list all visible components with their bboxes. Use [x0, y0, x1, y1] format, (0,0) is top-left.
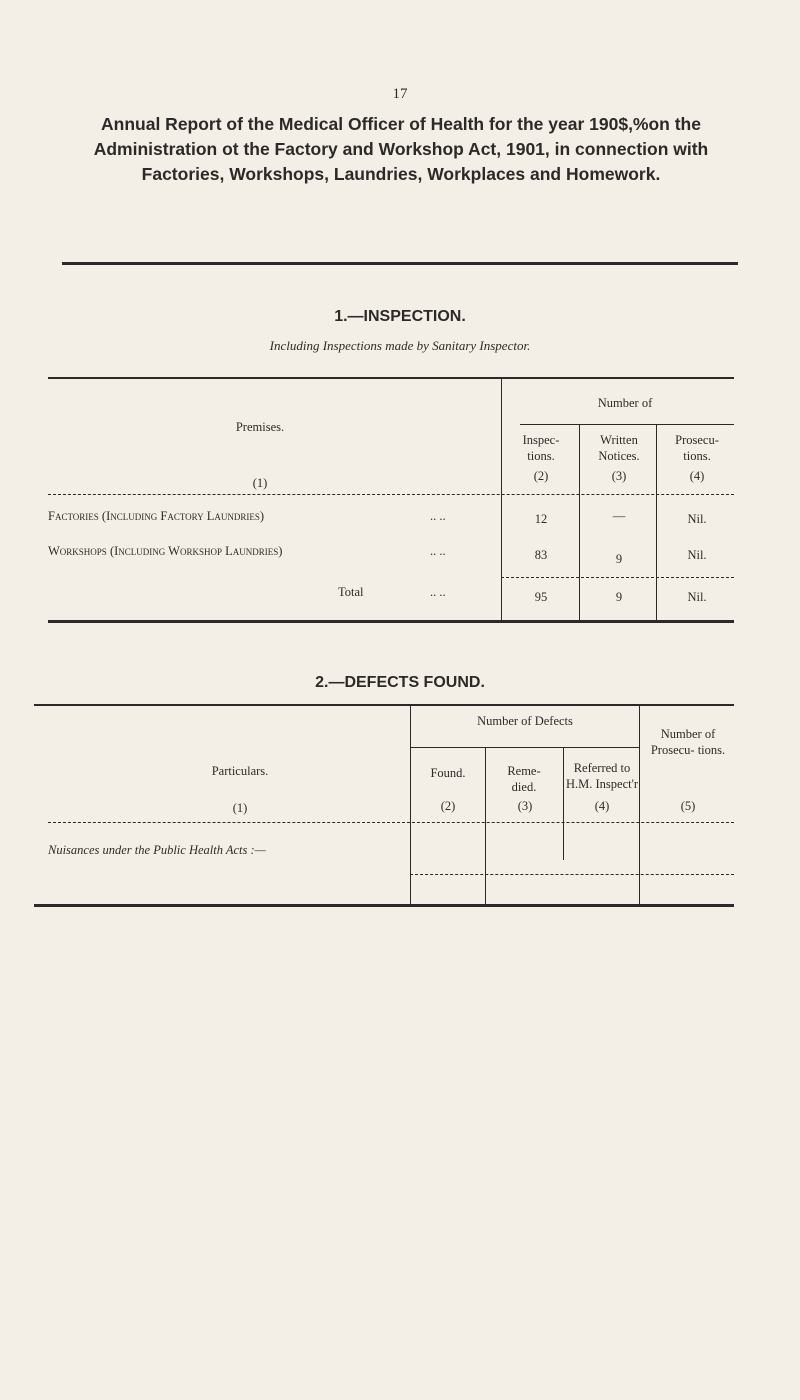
section-heading: Nuisances under the Public Health Acts :— — [48, 843, 266, 857]
group-header: Number of Defects — [477, 714, 573, 728]
group-rule — [520, 424, 734, 425]
inspection-heading: 1.—INSPECTION. — [334, 308, 466, 325]
header-rule — [48, 494, 734, 495]
cell: Nil. — [687, 512, 707, 526]
column-header-referred: Referred to H.M. Inspect'r — [565, 761, 639, 791]
cell: 12 — [534, 512, 548, 526]
row-label: Workshops (Including Workshop Laundries) — [48, 544, 283, 558]
leader-dots: .. .. — [430, 509, 446, 523]
column-number: (2) — [533, 469, 549, 483]
header-rule — [48, 822, 734, 823]
cell: 95 — [534, 590, 548, 604]
table-bottom-rule — [34, 904, 734, 907]
column-divider — [563, 748, 564, 860]
column-divider — [579, 425, 580, 622]
column-header-found: Found. — [430, 766, 466, 780]
total-rule — [501, 577, 734, 578]
table-top-rule — [34, 704, 734, 706]
inspection-subheading: Including Inspections made by Sanitary Inspector. — [269, 338, 531, 353]
column-header-prosecutions: Number of Prosecu- tions. — [650, 727, 726, 757]
group-header: Number of — [597, 396, 653, 410]
table-bottom-rule — [48, 620, 734, 623]
column-number: (3) — [517, 799, 533, 813]
leader-dots: .. .. — [430, 544, 446, 558]
column-header-remedied: Reme- died. — [507, 764, 541, 794]
column-number: (1) — [252, 476, 268, 490]
leader-dots: .. .. — [430, 585, 446, 599]
group-rule — [410, 747, 639, 748]
column-number: (3) — [611, 469, 627, 483]
defects-heading: 2.—DEFECTS FOUND. — [315, 674, 485, 691]
column-divider — [501, 379, 502, 622]
cell: Nil. — [687, 590, 707, 604]
total-rule — [410, 874, 734, 875]
cell: 9 — [615, 590, 623, 604]
cell: Nil. — [687, 548, 707, 562]
page-number: 17 — [392, 86, 408, 102]
column-header-premises: Premises. — [235, 420, 285, 434]
row-label: Factories (Including Factory Laundries) — [48, 509, 265, 523]
column-number: (4) — [594, 799, 610, 813]
total-label: Total — [338, 585, 364, 599]
column-header-particulars: Particulars. — [211, 764, 269, 778]
column-number: (2) — [440, 799, 456, 813]
column-divider — [656, 425, 657, 622]
cell: 83 — [534, 548, 548, 562]
table-top-rule — [48, 377, 734, 379]
column-header-notices: Written Notices. — [598, 433, 640, 463]
title-rule — [62, 262, 738, 265]
column-header-prosecutions: Prosecu- tions. — [675, 433, 719, 463]
column-number: (4) — [689, 469, 705, 483]
cell: 9 — [615, 552, 623, 566]
column-number: (5) — [680, 799, 696, 813]
report-title: Annual Report of the Medical Officer of Health for the year 190$,%on the Administration ot the Factory and Workshop Act, 1901, in connection with Factories, Workshops, Laundries, Workplaces and Homework. — [93, 114, 709, 184]
column-number: (1) — [232, 801, 248, 815]
column-header-inspections: Inspec- tions. — [522, 433, 560, 463]
cell: — — [612, 509, 626, 523]
column-divider — [485, 748, 486, 904]
